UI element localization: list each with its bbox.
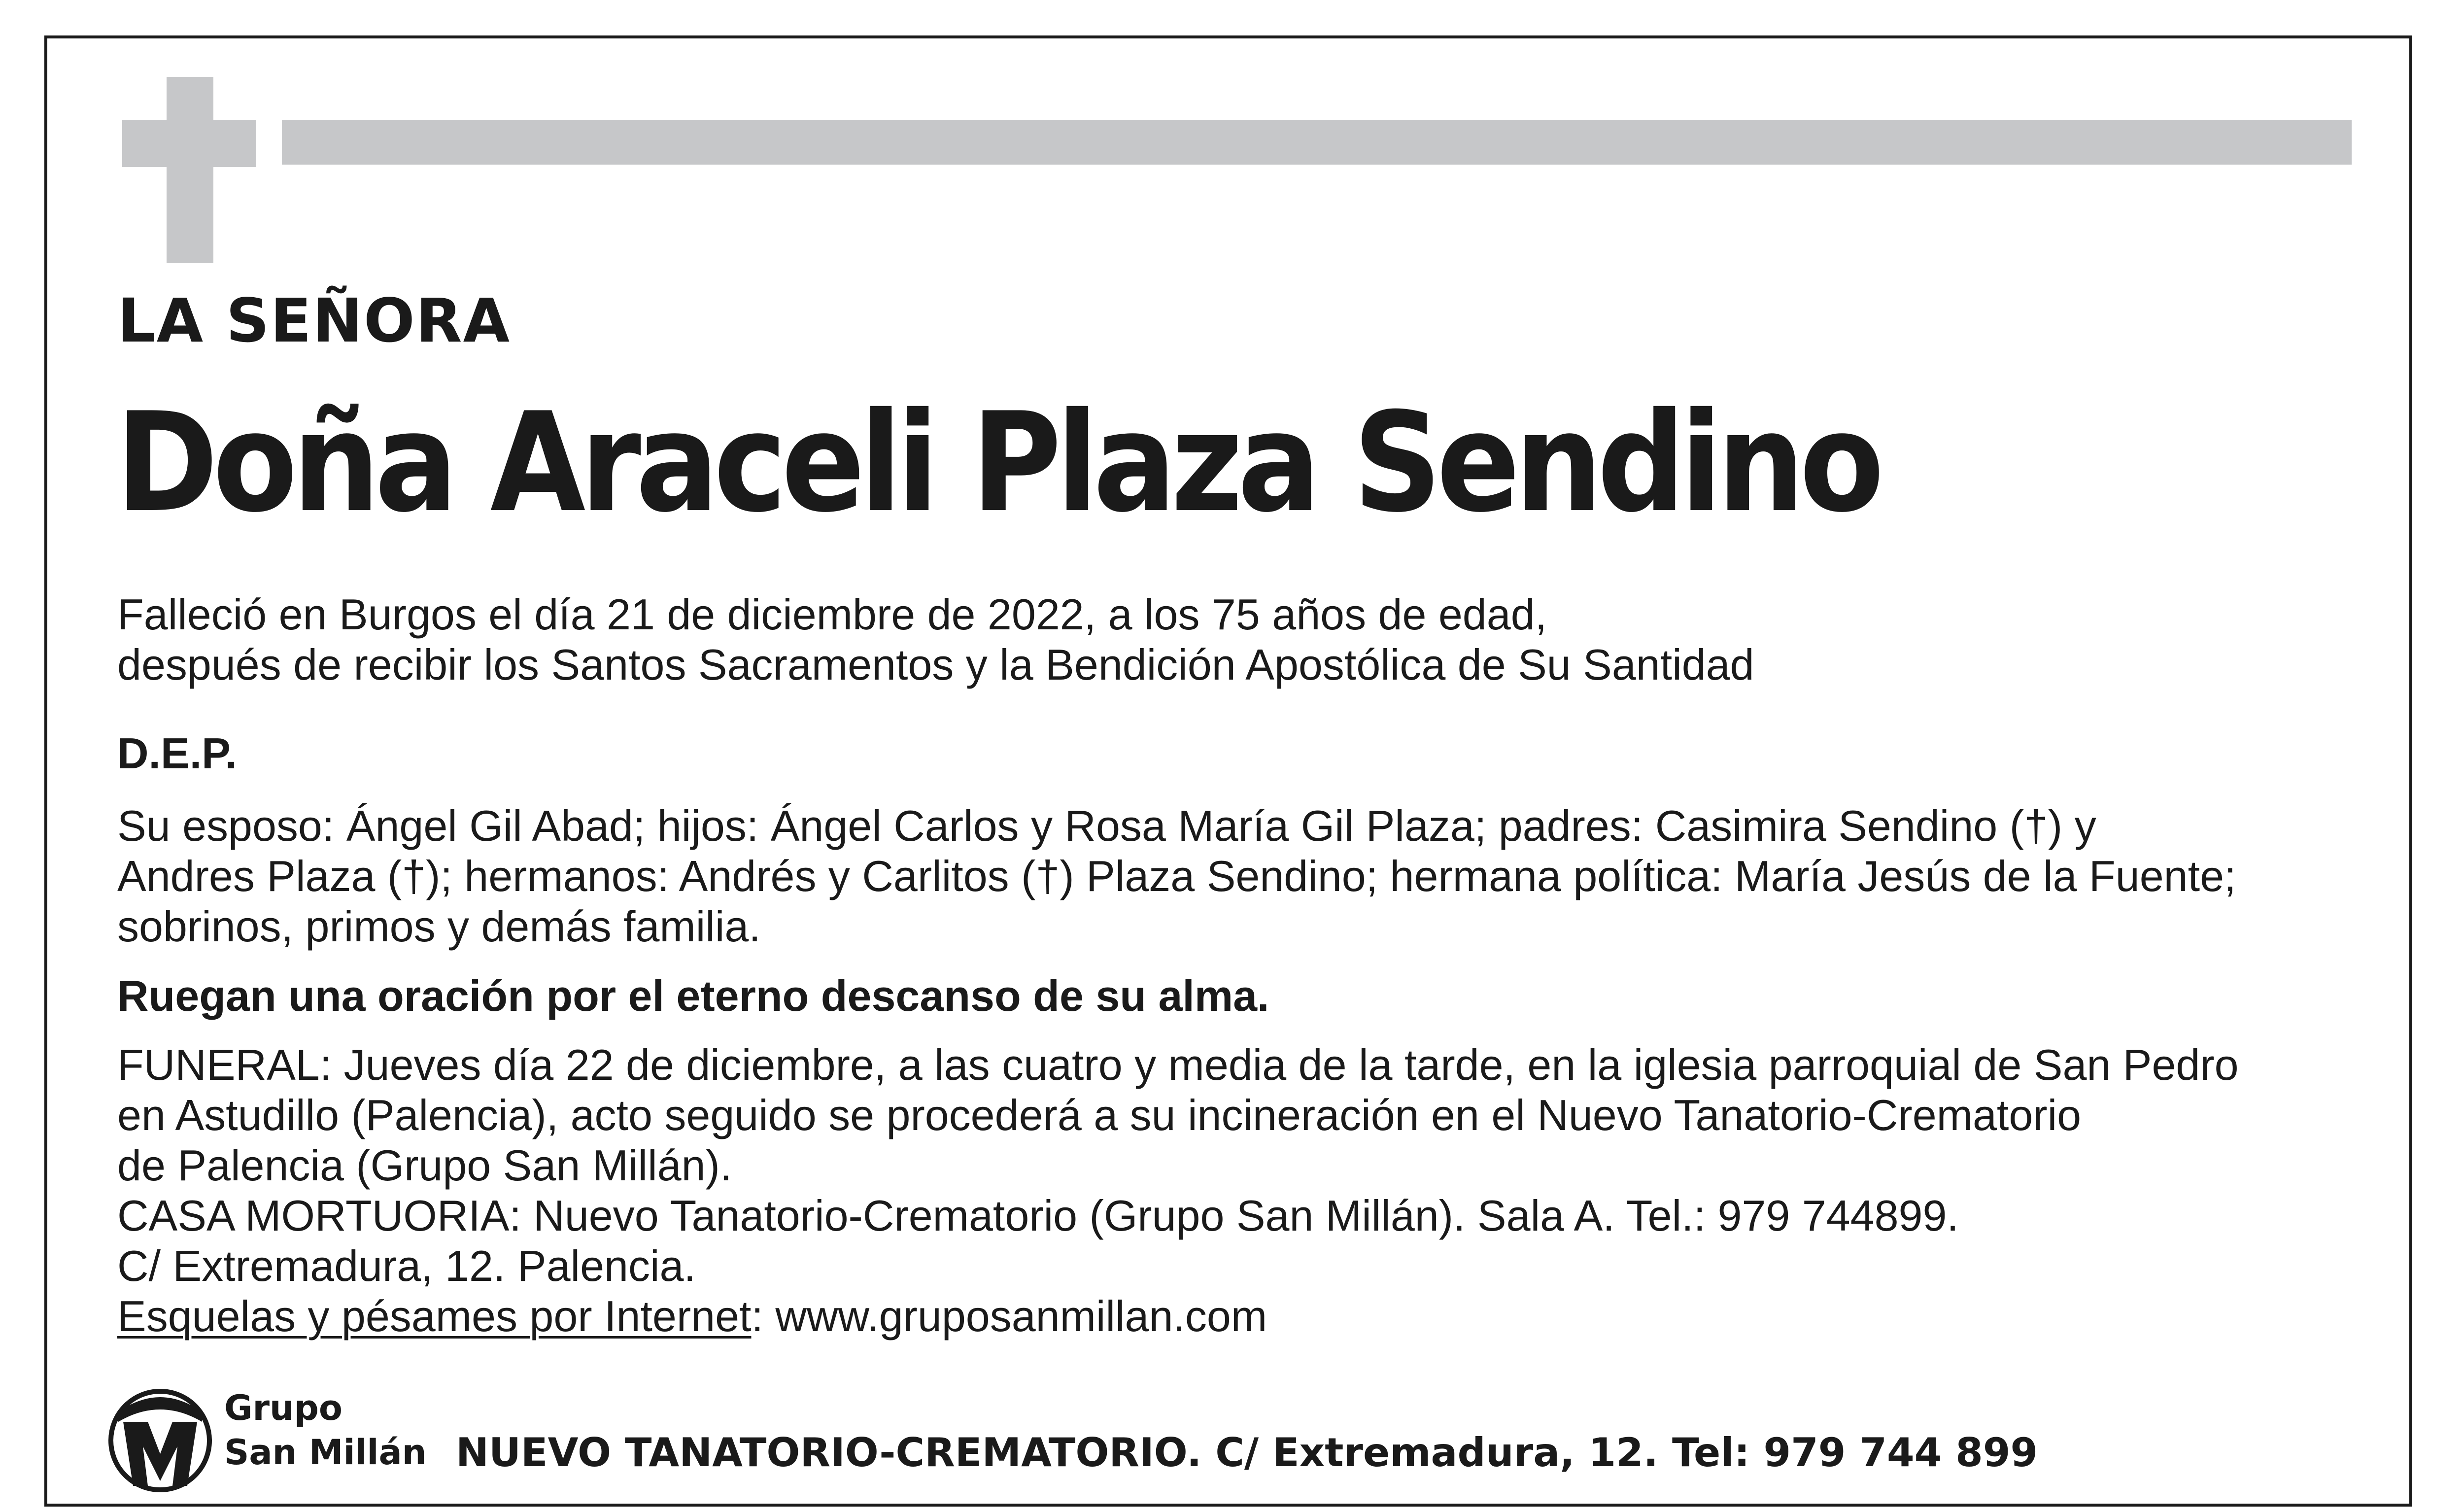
internet-label: Esquelas y pésames por Internet xyxy=(117,1292,752,1340)
website-link[interactable]: www.gruposanmillan.com xyxy=(775,1292,1267,1340)
funeral-line-5: C/ Extremadura, 12. Palencia. xyxy=(117,1241,696,1290)
header-bar xyxy=(282,120,2352,165)
funeral-line-4: CASA MORTUORIA: Nuevo Tanatorio-Crematorio (Grupo San Millán). Sala A. Tel.: 979 744899. xyxy=(117,1191,1959,1240)
prayer-request: Ruegan una oración por el eterno descanso de su alma. xyxy=(117,971,1269,1020)
footer-address: NUEVO TANATORIO-CREMATORIO. C/ Extremadura, 12. Tel: 979 744 899 xyxy=(456,1430,2038,1476)
logo-text-line-2: San Millán xyxy=(224,1432,427,1473)
title-prefix: LA SEÑORA xyxy=(117,286,511,356)
grupo-san-millan-logo-icon xyxy=(103,1382,217,1496)
funeral-line-3: de Palencia (Grupo San Millán). xyxy=(117,1141,732,1190)
funeral-line-2: en Astudillo (Palencia), acto seguido se procederá a su incineración en el Nuevo Tanatorio-Crematorio xyxy=(117,1091,2082,1139)
family-list xyxy=(117,801,2236,952)
deceased-name: Doña Araceli Plaza Sendino xyxy=(116,383,1879,543)
family-line-1: Su esposo: Ángel Gil Abad; hijos: Ángel Carlos y Rosa María Gil Plaza; padres: Casimira Sendino (†) y xyxy=(117,801,2096,850)
death-notice-line-1: Falleció en Burgos el día 21 de diciembre de 2022, a los 75 años de edad, xyxy=(117,590,1547,639)
funeral-line-1: FUNERAL: Jueves día 22 de diciembre, a las cuatro y media de la tarde, en la iglesia parroquial de San Pedro xyxy=(117,1040,2239,1089)
logo-text-line-1: Grupo xyxy=(224,1388,343,1428)
dep-label: D.E.P. xyxy=(117,729,237,778)
death-notice-line-2: después de recibir los Santos Sacramentos y la Bendición Apostólica de Su Santidad xyxy=(117,640,1754,689)
family-line-2: Andres Plaza (†); hermanos: Andrés y Carlitos (†) Plaza Sendino; hermana política: María Jesús de la Fuente; xyxy=(117,852,2236,900)
death-notice xyxy=(117,589,1754,690)
internet-separator: : xyxy=(751,1292,776,1340)
cross-icon-vertical xyxy=(167,77,213,263)
cross-icon-horizontal xyxy=(122,120,256,167)
internet-line xyxy=(117,1291,2239,1341)
family-line-3: sobrinos, primos y demás familia. xyxy=(117,902,761,951)
funeral-details xyxy=(117,1040,2239,1341)
